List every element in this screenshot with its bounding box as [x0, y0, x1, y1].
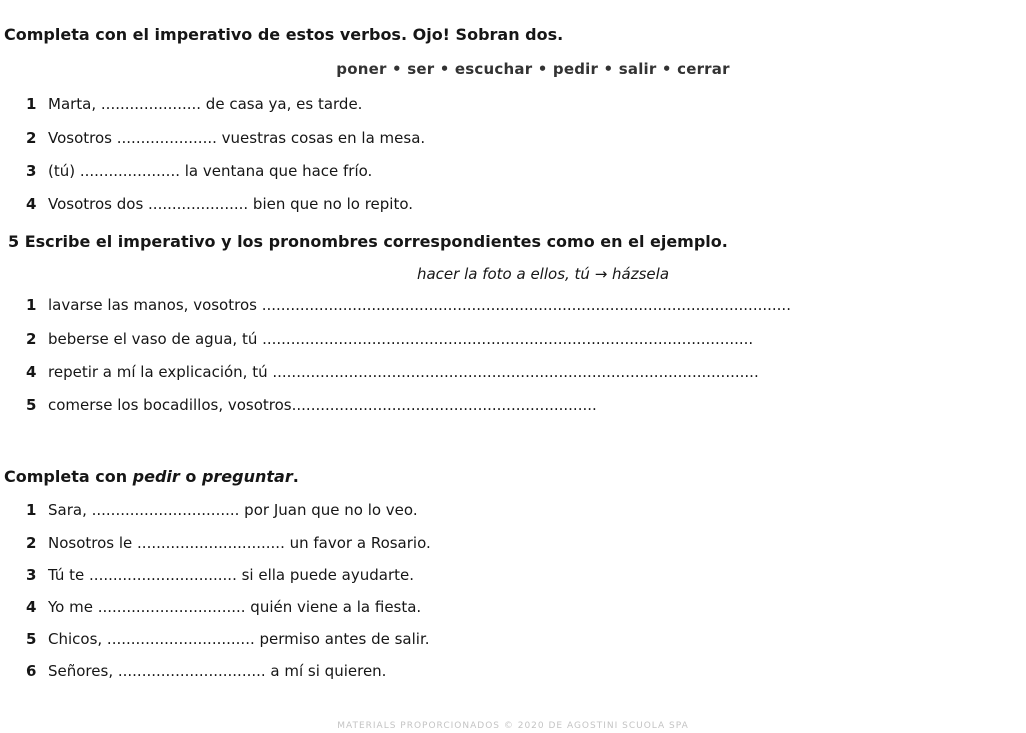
item-number: 1 — [26, 501, 37, 519]
exercise3-item — [26, 501, 418, 519]
exercise3-item — [26, 662, 386, 680]
exercise3-item — [26, 534, 431, 552]
verb-pedir: pedir — [132, 467, 180, 486]
item-number: 2 — [26, 129, 37, 147]
exercise1-item — [26, 129, 425, 147]
exercise1-item — [26, 95, 362, 113]
exercise2-instruction: 5 Escribe el imperativo y los pronombres correspondientes como en el ejemplo. — [8, 232, 728, 251]
exercise1-item — [26, 195, 413, 213]
instruction-connector: o — [179, 467, 202, 486]
item-number: 6 — [26, 662, 37, 680]
item-number: 4 — [26, 195, 37, 213]
item-number: 1 — [26, 95, 37, 113]
exercise2-item — [26, 396, 597, 414]
exercise2-example: hacer la foto a ellos, tú → házsela — [416, 265, 670, 283]
item-number: 1 — [26, 296, 37, 314]
item-text: Marta, ..................... de casa ya, es tarde. — [48, 95, 363, 113]
exercise3-item — [26, 598, 421, 616]
verb-preguntar: preguntar — [201, 467, 293, 486]
item-text: Tú te ............................... si ella puede ayudarte. — [48, 566, 414, 584]
item-number: 5 — [26, 630, 37, 648]
item-number: 4 — [26, 598, 37, 616]
item-number: 3 — [26, 566, 37, 584]
item-number: 3 — [26, 162, 37, 180]
item-text: repetir a mí la explicación, tú ...................................................................................................... — [48, 363, 759, 381]
item-text: beberse el vaso de agua, tú ....................................................................................................... — [48, 330, 754, 348]
instruction-end: . — [292, 467, 299, 486]
exercise3-instruction — [4, 467, 299, 486]
item-number: 2 — [26, 330, 37, 348]
item-text: lavarse las manos, vosotros ............................................................................................................... — [48, 296, 791, 314]
item-text: (tú) ..................... la ventana que hace frío. — [48, 162, 373, 180]
item-number: 2 — [26, 534, 37, 552]
exercise2-item — [26, 363, 759, 381]
exercise3-item — [26, 630, 430, 648]
item-text: Vosotros ..................... vuestras cosas en la mesa. — [48, 129, 426, 147]
item-text: comerse los bocadillos, vosotros................................................................ — [48, 396, 597, 414]
item-text: Señores, ............................... a mí si quieren. — [48, 662, 387, 680]
item-text: Yo me ............................... quién viene a la fiesta. — [48, 598, 422, 616]
item-text: Sara, ............................... por Juan que no lo veo. — [48, 501, 418, 519]
instruction-prefix: Completa con — [4, 467, 133, 486]
exercise2-item — [26, 330, 753, 348]
exercise1-item — [26, 162, 372, 180]
exercise3-item — [26, 566, 414, 584]
exercise1-instruction: Completa con el imperativo de estos verbos. Ojo! Sobran dos. — [4, 25, 564, 44]
item-text: Nosotros le ............................... un favor a Rosario. — [48, 534, 431, 552]
item-text: Chicos, ............................... permiso antes de salir. — [48, 630, 430, 648]
item-number: 4 — [26, 363, 37, 381]
exercise2-item — [26, 296, 791, 314]
page-footer: MATERIALS PROPORCIONADOS © 2020 DE AGOSTINI SCUOLA SPA — [337, 721, 689, 731]
item-number: 5 — [26, 396, 37, 414]
item-text: Vosotros dos ..................... bien que no lo repito. — [48, 195, 414, 213]
word-bank: poner • ser • escuchar • pedir • salir • cerrar — [336, 60, 730, 78]
